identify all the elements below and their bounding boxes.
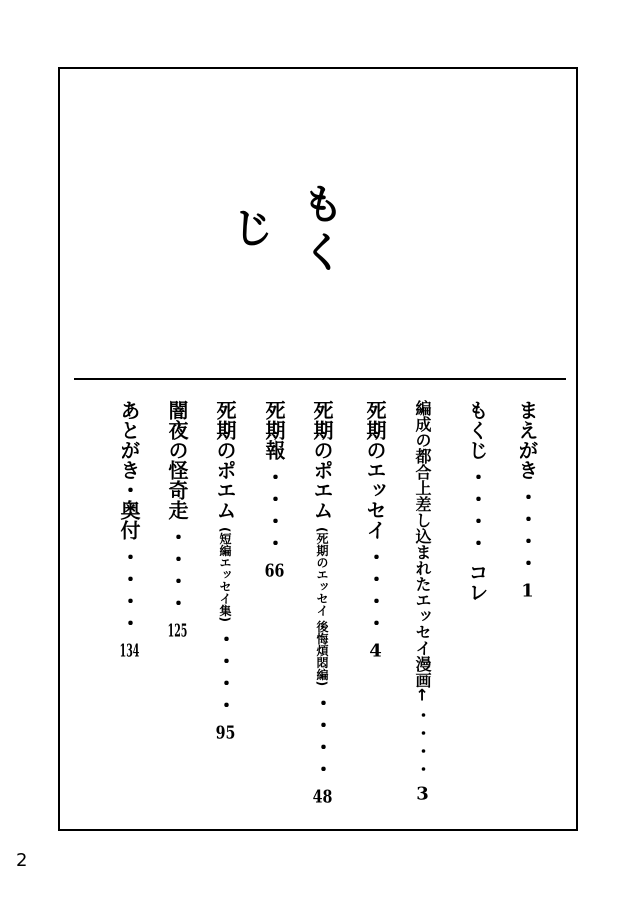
toc-entry-label: 死期のエッセイ xyxy=(363,400,387,540)
toc-entry-label: 死期報 xyxy=(262,400,286,460)
leader-dots: ・・・・ xyxy=(310,693,334,782)
toc-entry[interactable] xyxy=(305,400,339,820)
toc-entry-page: 95 xyxy=(215,723,236,742)
leader-dots: ・・・・ xyxy=(165,526,189,615)
toc-entry-page: 3 xyxy=(416,784,429,803)
toc-title: もくじ xyxy=(226,182,345,278)
toc-entry-label: もくじ xyxy=(465,400,489,460)
toc-entry-subtitle: (短編エッセイ集) xyxy=(218,526,232,622)
toc-entry-page: 4 xyxy=(369,641,382,660)
toc-entry-page: 66 xyxy=(264,561,285,580)
toc-entry[interactable] xyxy=(257,400,291,820)
leader-dots: ・・・・ xyxy=(413,706,432,779)
leader-dots: ・・・・ xyxy=(465,466,489,555)
toc-entry[interactable] xyxy=(460,400,494,820)
leader-dots: ・・・・ xyxy=(363,546,387,635)
toc-entry[interactable] xyxy=(160,400,194,820)
toc-entry-page: 134 xyxy=(119,641,140,660)
toc-entry-page: 48 xyxy=(312,788,333,807)
toc-entry-label: 死期のポエム xyxy=(213,400,237,520)
toc-entry[interactable] xyxy=(358,400,392,820)
leader-dots: ・・・・ xyxy=(213,628,237,717)
toc-entry[interactable] xyxy=(510,400,544,820)
page-number: 2 xyxy=(16,850,28,871)
toc-entry-label: 編成の都合上差し込まれたエッセイ漫画← xyxy=(413,400,432,702)
leader-dots: ・・・・ xyxy=(515,486,539,575)
toc-entry-label: まえがき xyxy=(515,400,539,480)
table-of-contents xyxy=(100,400,560,820)
toc-entry-label: 闇夜の怪奇走 xyxy=(165,400,189,520)
toc-entry-page: コレ xyxy=(465,561,489,602)
divider xyxy=(74,378,566,380)
leader-dots: ・・・・ xyxy=(262,466,286,555)
toc-entry-page: 1 xyxy=(521,581,534,600)
toc-entry[interactable] xyxy=(405,400,439,820)
toc-entry-subtitle: (死期のエッセイ 後悔煩悶編) xyxy=(315,526,329,687)
leader-dots: ・・・・ xyxy=(117,546,141,635)
toc-entry-label: 死期のポエム xyxy=(310,400,334,520)
toc-entry-label: あとがき・奥付 xyxy=(117,400,141,540)
toc-entry[interactable] xyxy=(208,400,242,820)
toc-entry[interactable] xyxy=(112,400,146,820)
toc-entry-page: 125 xyxy=(167,621,188,640)
